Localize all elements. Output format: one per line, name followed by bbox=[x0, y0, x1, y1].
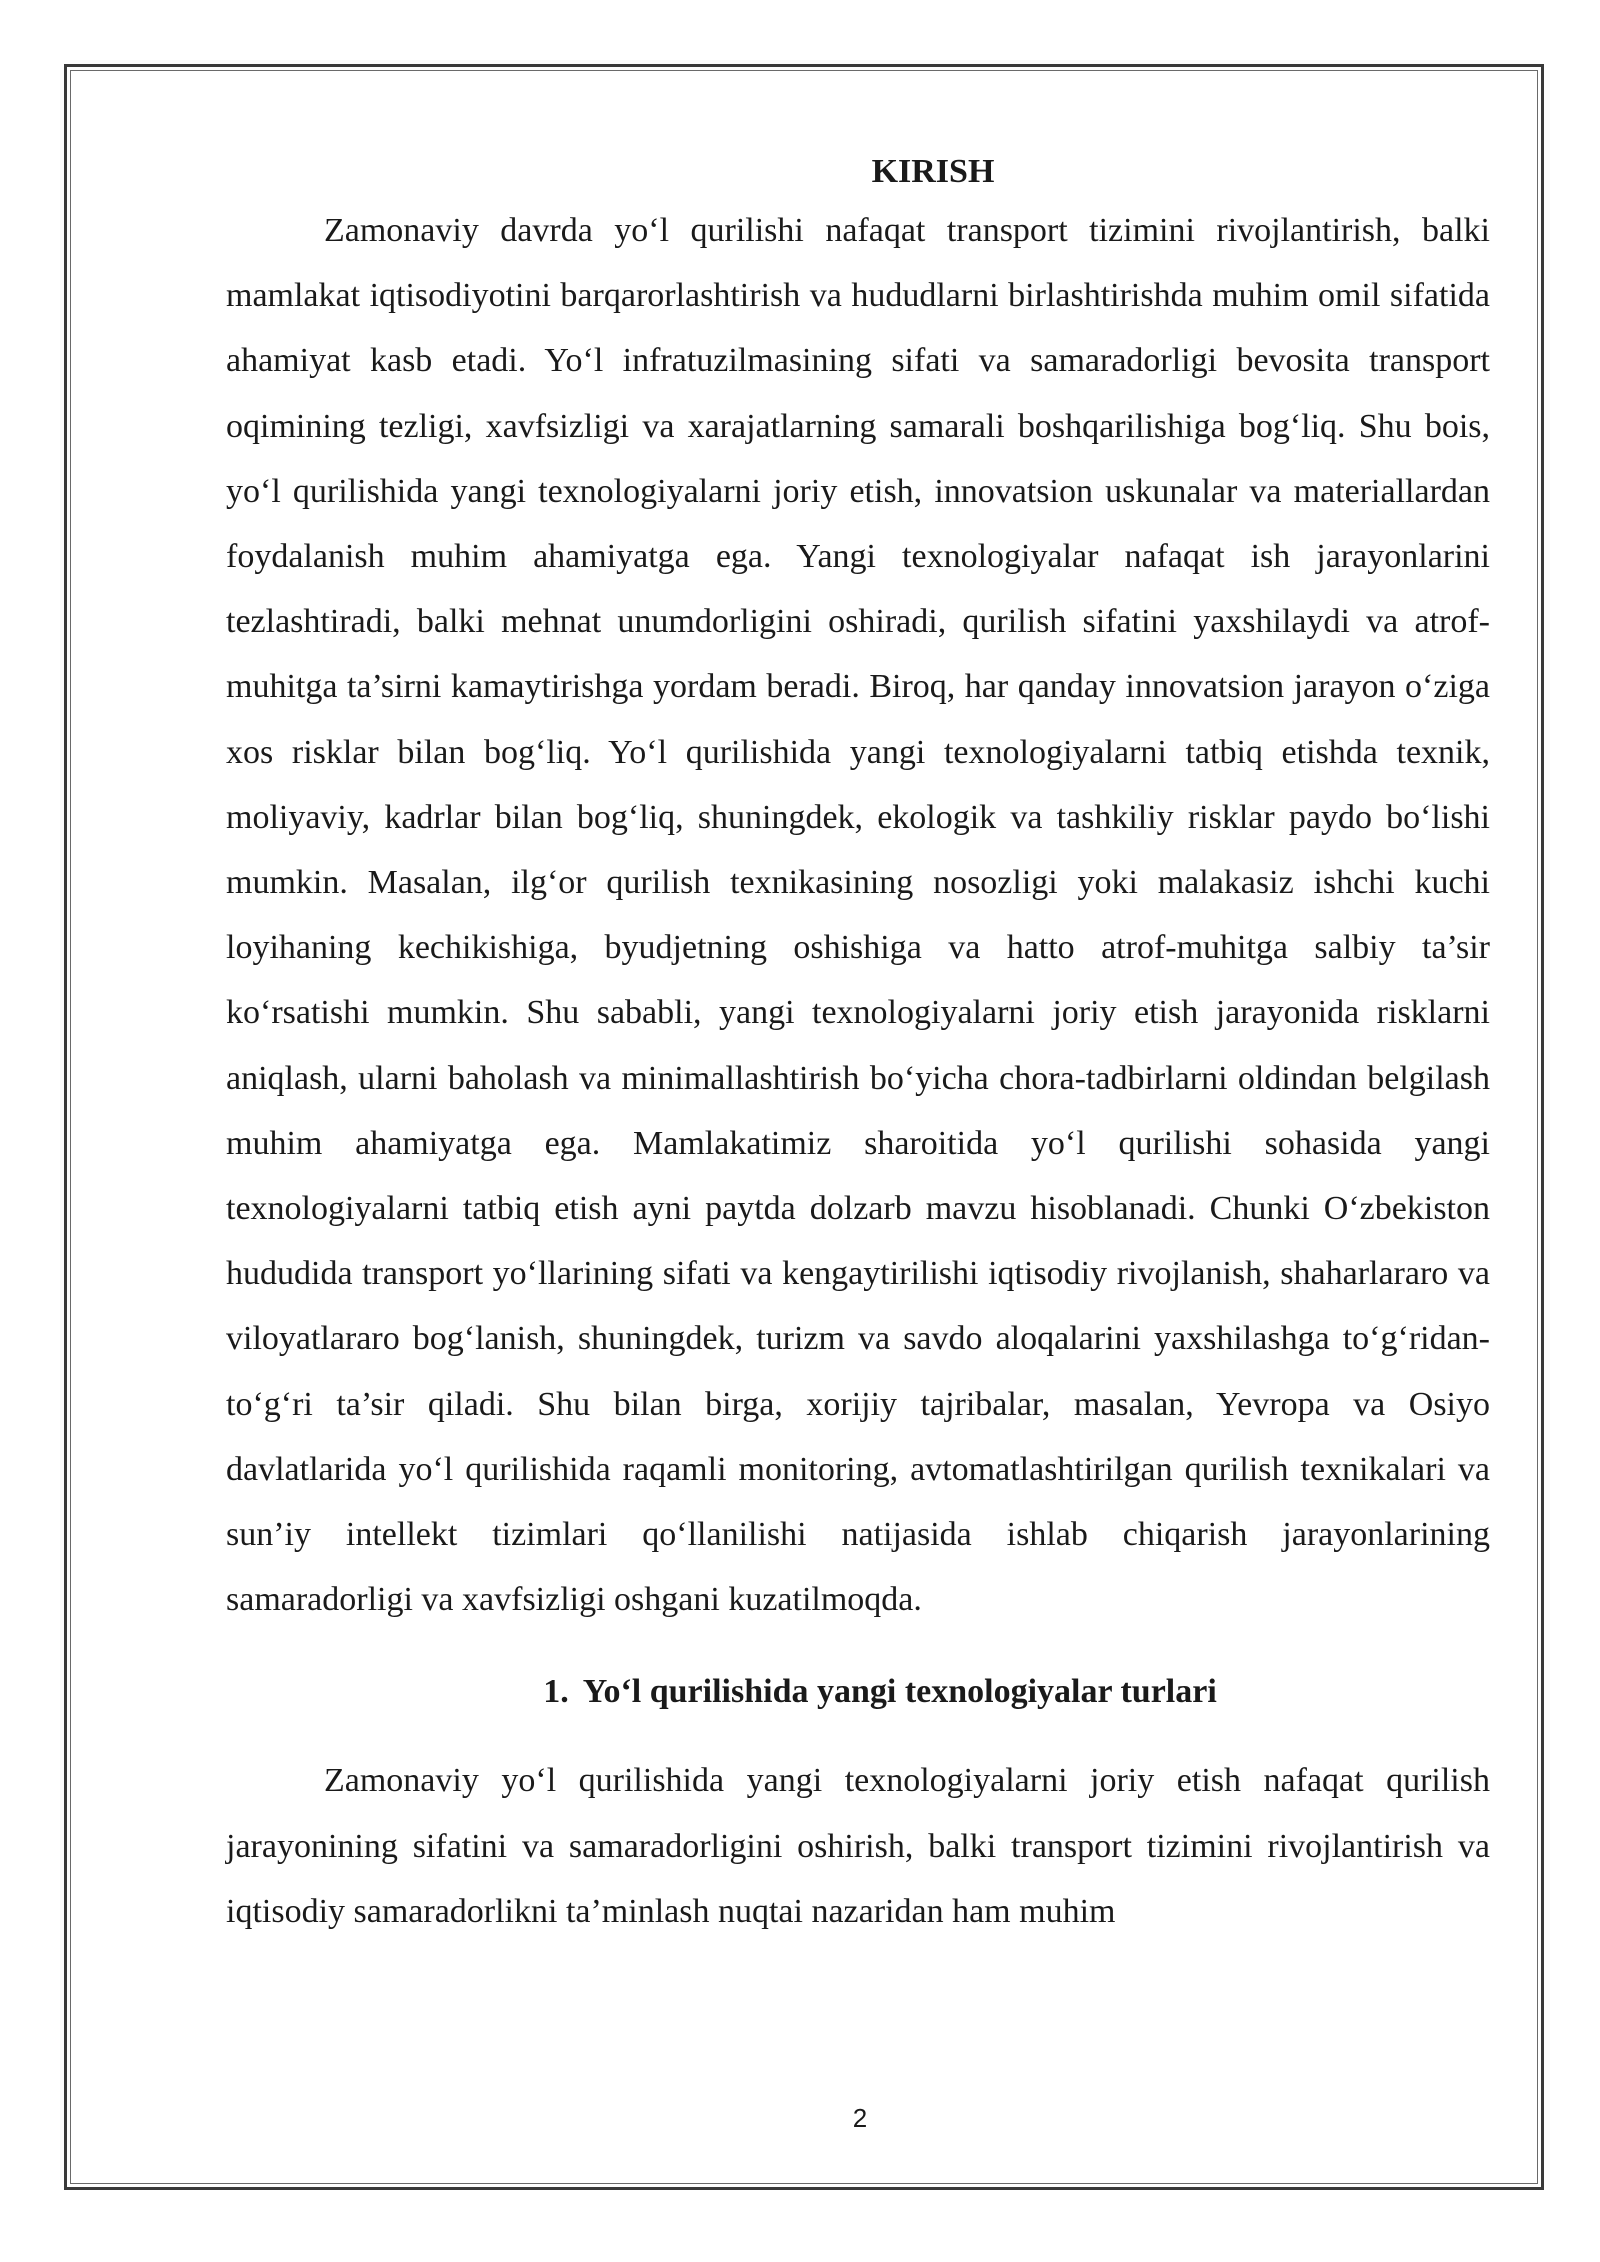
section-1-number: 1. bbox=[543, 1673, 569, 1711]
section-1-heading bbox=[226, 1670, 1490, 1714]
intro-heading: KIRISH bbox=[871, 153, 995, 190]
section-1-title: Yo‘l qurilishida yangi texnologiyalar turlari bbox=[582, 1673, 1217, 1711]
document-body bbox=[226, 150, 1490, 1944]
intro-paragraph: Zamonaviy davrda yo‘l qurilishi nafaqat transport tizimini rivojlantirish, balki mamlakat iqtisodiyotini barqarorlashtirish va hududlarni birlashtirishda muhim omil sifatida ahamiyat kasb etadi. Yo‘l infratuzilmasining sifati va samaradorligi bevosita transport oqimining tezligi, xavfsizligi va xarajatlarning samarali boshqarilishiga bog‘liq. Shu bois, yo‘l qurilishida yangi texnologiyalarni joriy etish, innovatsion uskunalar va materiallardan foydalanish muhim ahamiyatga ega. Yangi texnologiyalar nafaqat ish jarayonlarini tezlashtiradi, balki mehnat unumdorligini oshiradi, qurilish sifatini yaxshilaydi va atrof-muhitga ta’sirni kamaytirishga yordam beradi. Biroq, har qanday innovatsion jarayon o‘ziga xos risklar bilan bog‘liq. Yo‘l qurilishida yangi texnologiyalarni tatbiq etishda texnik, moliyaviy, kadrlar bilan bog‘liq, shuningdek, ekologik va tashkiliy risklar paydo bo‘lishi mumkin. Masalan, ilg‘or qurilish texnikasining nosozligi yoki malakasiz ishchi kuchi loyihaning kechikishiga, byudjetning oshishiga va hatto atrof-muhitga salbiy ta’sir ko‘rsatishi mumkin. Shu sababli, yangi texnologiyalarni joriy etish jarayonida risklarni aniqlash, ularni baholash va minimallashtirish bo‘yicha chora-tadbirlarni oldindan belgilash muhim ahamiyatga ega. Mamlakatimiz sharoitida yo‘l qurilishi sohasida yangi texnologiyalarni tatbiq etish ayni paytda dolzarb mavzu hisoblanadi. Chunki O‘zbekiston hududida transport yo‘llarining sifati va kengaytirilishi iqtisodiy rivojlanish, shaharlararo va viloyatlararo bog‘lanish, shuningdek, turizm va savdo aloqalarini yaxshilashga to‘g‘ridan-to‘g‘ri ta’sir qiladi. Shu bilan birga, xorijiy tajribalar, masalan, Yevropa va Osiyo davlatlarida yo‘l qurilishida raqamli monitoring, avtomatlashtirilgan qurilish texnikalari va sun’iy intellekt tizimlari qo‘llanilishi natijasida ishlab chiqarish jarayonlarining samaradorligi va xavfsizligi oshgani kuzatilmoqda. bbox=[226, 212, 1490, 1619]
page-number: 2 bbox=[852, 2103, 868, 2133]
section-1-paragraph: Zamonaviy yo‘l qurilishida yangi texnologiyalarni joriy etish nafaqat qurilish jarayonining sifatini va samaradorligini oshirish, balki transport tizimini rivojlantirish va iqtisodiy samaradorlikni ta’minlash nuqtai nazaridan ham muhim bbox=[226, 1762, 1490, 1930]
